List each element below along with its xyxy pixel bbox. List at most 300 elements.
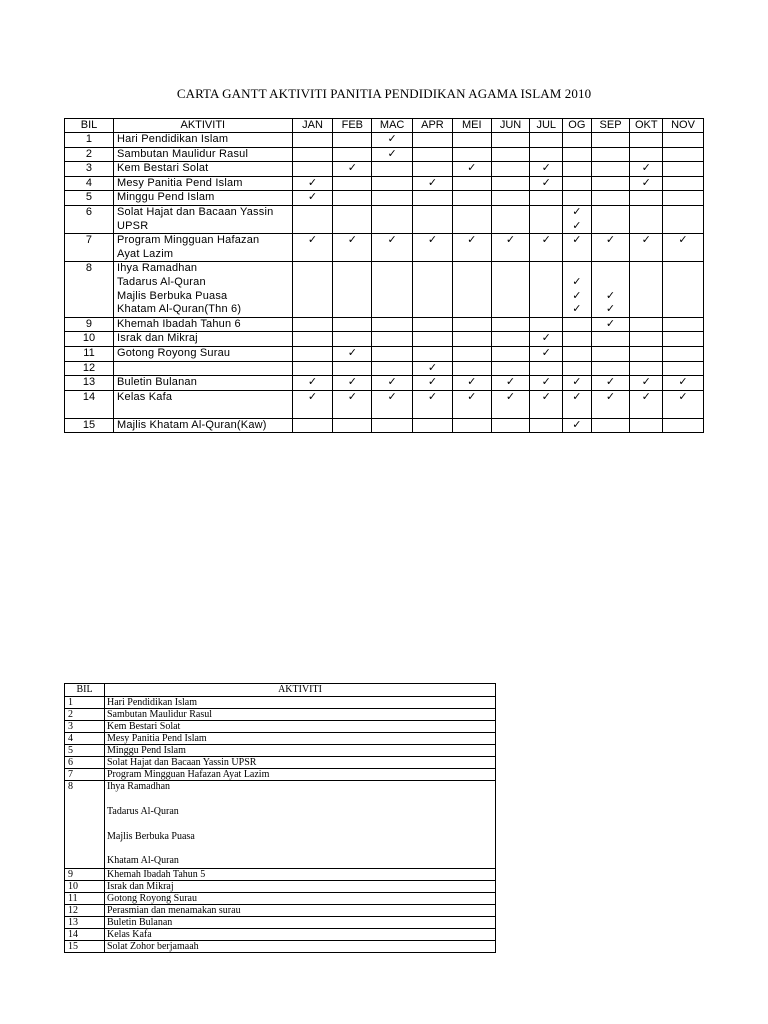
empty-mark xyxy=(413,206,452,220)
month-cell xyxy=(530,262,563,317)
gantt-row xyxy=(65,361,704,376)
empty-mark xyxy=(492,419,530,433)
activity-cell xyxy=(113,147,292,162)
activity-cell xyxy=(113,317,292,332)
month-cell xyxy=(491,176,530,191)
empty-mark xyxy=(592,206,630,220)
empty-mark xyxy=(333,148,371,162)
empty-mark xyxy=(413,191,452,205)
activity-cell: Israk dan Mikraj xyxy=(105,880,496,892)
check-mark: ✓ xyxy=(427,234,438,247)
check-mark: ✓ xyxy=(307,376,318,389)
empty-mark xyxy=(413,332,452,346)
activity-line: Israk dan Mikraj xyxy=(116,332,198,345)
month-cell xyxy=(292,133,333,148)
month-cell xyxy=(452,390,491,418)
empty-mark xyxy=(592,332,630,346)
month-cell xyxy=(372,346,413,361)
month-cell xyxy=(663,332,704,347)
empty-mark xyxy=(413,318,452,332)
month-cell xyxy=(333,234,372,262)
activity-line: Majlis Berbuka Puasa xyxy=(107,830,195,842)
empty-mark xyxy=(530,133,562,147)
gantt-row xyxy=(65,191,704,206)
empty-mark xyxy=(333,332,371,346)
month-cell xyxy=(413,147,453,162)
gantt-header-cell: AKTIVITI xyxy=(113,119,292,133)
empty-mark xyxy=(663,303,703,317)
check-mark: ✓ xyxy=(427,361,438,374)
empty-mark xyxy=(333,290,371,304)
empty-mark xyxy=(492,206,530,220)
list-row xyxy=(65,904,496,916)
empty-mark xyxy=(293,262,333,276)
gantt-row xyxy=(65,262,704,317)
empty-mark xyxy=(333,318,371,332)
empty-mark xyxy=(663,276,703,290)
activity-cell xyxy=(113,162,292,177)
empty-mark xyxy=(492,248,530,262)
activity-cell: Perasmian dan menamakan surau xyxy=(105,904,496,916)
month-cell xyxy=(372,317,413,332)
page-title: CARTA GANTT AKTIVITI PANITIA PENDIDIKAN AGAMA ISLAM 2010 xyxy=(176,86,592,101)
empty-mark xyxy=(453,318,491,332)
empty-mark xyxy=(372,262,412,276)
month-cell xyxy=(452,418,491,433)
month-cell xyxy=(530,418,563,433)
activity-line: Hari Pendidikan Islam xyxy=(116,133,229,145)
month-cell xyxy=(591,191,630,206)
empty-mark xyxy=(333,248,371,262)
month-cell xyxy=(452,147,491,162)
empty-mark xyxy=(333,133,371,147)
empty-mark xyxy=(492,177,530,191)
empty-mark xyxy=(453,332,491,346)
month-cell xyxy=(292,346,333,361)
month-cell xyxy=(292,390,333,418)
activity-line xyxy=(107,818,495,830)
check-mark: ✓ xyxy=(572,390,582,403)
check-mark: ✓ xyxy=(541,162,551,175)
check-mark: ✓ xyxy=(641,176,651,189)
check-mark: ✓ xyxy=(427,176,438,189)
row-number: 7 xyxy=(65,234,114,262)
activity-cell: Mesy Panitia Pend Islam xyxy=(105,733,496,745)
check-mark: ✓ xyxy=(387,234,397,247)
gantt-header-cell: JUL xyxy=(530,119,563,133)
month-cell xyxy=(413,346,453,361)
check-mark: ✓ xyxy=(307,176,318,189)
month-cell xyxy=(372,418,413,433)
empty-mark xyxy=(592,162,630,176)
row-number: 11 xyxy=(65,892,105,904)
activity-line: Tadarus Al-Quran xyxy=(107,805,179,817)
activity-line: Khemah Ibadah Tahun 6 xyxy=(116,317,241,330)
month-cell xyxy=(413,332,453,347)
empty-mark xyxy=(333,404,371,418)
month-cell xyxy=(491,332,530,347)
check-mark: ✓ xyxy=(605,390,616,403)
list-header-cell: AKTIVITI xyxy=(105,684,496,697)
month-cell xyxy=(530,176,563,191)
empty-mark xyxy=(530,362,562,376)
empty-mark xyxy=(413,133,452,147)
month-cell xyxy=(663,205,704,233)
gantt-row xyxy=(65,376,704,391)
month-cell xyxy=(333,332,372,347)
empty-mark xyxy=(333,206,371,220)
empty-mark xyxy=(592,248,630,262)
row-number: 13 xyxy=(65,376,114,391)
empty-mark xyxy=(663,262,703,276)
check-mark: ✓ xyxy=(505,376,516,389)
check-mark: ✓ xyxy=(387,133,397,145)
month-cell xyxy=(413,176,453,191)
month-cell xyxy=(663,234,704,262)
month-cell xyxy=(292,234,333,262)
gantt-header-cell: MEI xyxy=(452,119,491,133)
check-mark: ✓ xyxy=(467,390,477,403)
month-cell xyxy=(563,317,592,332)
empty-mark xyxy=(492,262,530,276)
month-cell xyxy=(563,390,592,418)
activity-line: Mesy Panitia Pend Islam xyxy=(116,176,243,189)
empty-mark xyxy=(630,332,662,346)
empty-mark xyxy=(293,332,333,346)
activity-line: Khatam Al-Quran xyxy=(107,855,179,867)
month-cell xyxy=(563,234,592,262)
empty-mark xyxy=(563,318,591,332)
empty-mark xyxy=(630,220,662,234)
activity-line: Solat Hajat dan Bacaan Yassin xyxy=(116,205,274,218)
month-cell xyxy=(591,147,630,162)
month-cell xyxy=(491,346,530,361)
empty-mark xyxy=(592,347,630,361)
row-number: 8 xyxy=(65,262,114,317)
check-mark: ✓ xyxy=(572,205,582,218)
check-mark: ✓ xyxy=(641,162,651,175)
gantt-header-cell: OG xyxy=(563,119,592,133)
empty-mark xyxy=(492,220,530,234)
empty-mark xyxy=(453,362,491,376)
empty-mark xyxy=(492,404,530,418)
activity-line: Ayat Lazim xyxy=(116,247,174,260)
month-cell xyxy=(292,162,333,177)
list-row xyxy=(65,697,496,709)
empty-mark xyxy=(453,191,491,205)
row-number: 1 xyxy=(65,697,105,709)
empty-mark xyxy=(413,303,452,317)
month-cell xyxy=(452,346,491,361)
empty-mark xyxy=(530,262,562,276)
list-row xyxy=(65,928,496,940)
month-cell xyxy=(333,176,372,191)
activity-cell xyxy=(105,781,496,869)
check-mark: ✓ xyxy=(605,234,616,247)
month-cell xyxy=(372,205,413,233)
month-cell xyxy=(663,191,704,206)
empty-mark xyxy=(530,276,562,290)
month-cell xyxy=(563,191,592,206)
gantt-header-cell: MAC xyxy=(372,119,413,133)
activity-cell: Solat Hajat dan Bacaan Yassin UPSR xyxy=(105,757,496,769)
list-row xyxy=(65,880,496,892)
empty-mark xyxy=(492,290,530,304)
empty-mark xyxy=(663,332,703,346)
row-number: 8 xyxy=(65,781,105,869)
month-cell xyxy=(530,133,563,148)
activity-line: Buletin Bulanan xyxy=(116,376,198,389)
empty-mark xyxy=(592,276,630,290)
empty-mark xyxy=(630,404,662,418)
empty-mark xyxy=(293,290,333,304)
empty-mark xyxy=(630,276,662,290)
check-mark: ✓ xyxy=(605,376,616,389)
month-cell xyxy=(292,205,333,233)
month-cell xyxy=(491,317,530,332)
activity-line: Gotong Royong Surau xyxy=(116,346,231,359)
empty-mark xyxy=(663,404,703,418)
empty-mark xyxy=(663,162,703,176)
empty-mark xyxy=(530,419,562,433)
month-cell xyxy=(563,162,592,177)
check-mark: ✓ xyxy=(307,234,318,247)
month-cell xyxy=(563,346,592,361)
gantt-row xyxy=(65,418,704,433)
activity-cell xyxy=(113,176,292,191)
activity-line xyxy=(107,793,495,805)
empty-mark xyxy=(453,133,491,147)
activity-cell: Kelas Kafa xyxy=(105,928,496,940)
activity-cell: Khemah Ibadah Tahun 5 xyxy=(105,868,496,880)
month-cell xyxy=(452,234,491,262)
check-mark: ✓ xyxy=(541,234,551,247)
month-cell xyxy=(372,361,413,376)
empty-mark xyxy=(372,332,412,346)
empty-mark xyxy=(413,290,452,304)
month-cell xyxy=(333,317,372,332)
check-mark: ✓ xyxy=(572,289,582,302)
check-mark: ✓ xyxy=(307,390,318,403)
month-cell xyxy=(591,133,630,148)
gantt-row xyxy=(65,133,704,148)
check-mark: ✓ xyxy=(641,234,651,247)
row-number: 6 xyxy=(65,757,105,769)
row-number: 9 xyxy=(65,868,105,880)
month-cell xyxy=(630,162,663,177)
empty-mark xyxy=(592,220,630,234)
empty-mark xyxy=(413,347,452,361)
month-cell xyxy=(413,191,453,206)
empty-mark xyxy=(592,419,630,433)
empty-mark xyxy=(630,133,662,147)
empty-mark xyxy=(563,191,591,205)
list-header-row xyxy=(65,684,496,697)
month-cell xyxy=(491,205,530,233)
activity-line: Minggu Pend Islam xyxy=(116,191,215,204)
empty-mark xyxy=(630,148,662,162)
activity-cell xyxy=(113,376,292,391)
empty-mark xyxy=(592,362,630,376)
month-cell xyxy=(413,376,453,391)
month-cell xyxy=(591,332,630,347)
empty-mark xyxy=(333,303,371,317)
month-cell xyxy=(452,191,491,206)
row-number: 6 xyxy=(65,205,114,233)
gantt-row xyxy=(65,234,704,262)
month-cell xyxy=(563,133,592,148)
list-row xyxy=(65,769,496,781)
month-cell xyxy=(663,317,704,332)
empty-mark xyxy=(663,177,703,191)
check-mark: ✓ xyxy=(605,317,616,330)
empty-mark xyxy=(663,191,703,205)
month-cell xyxy=(591,390,630,418)
list-row xyxy=(65,892,496,904)
activity-cell xyxy=(113,262,292,317)
activity-line xyxy=(117,404,292,418)
empty-mark xyxy=(492,191,530,205)
empty-mark xyxy=(333,177,371,191)
activity-cell xyxy=(113,234,292,262)
empty-mark xyxy=(492,332,530,346)
empty-mark xyxy=(563,133,591,147)
activity-line xyxy=(117,362,292,376)
activity-line: Majlis Berbuka Puasa xyxy=(116,289,228,302)
empty-mark xyxy=(293,404,333,418)
check-mark: ✓ xyxy=(541,390,551,403)
activity-cell: Solat Zohor berjamaah xyxy=(105,940,496,952)
empty-mark xyxy=(453,206,491,220)
check-mark: ✓ xyxy=(678,376,688,389)
empty-mark xyxy=(492,318,530,332)
empty-mark xyxy=(492,133,530,147)
month-cell xyxy=(491,162,530,177)
month-cell xyxy=(563,176,592,191)
month-cell xyxy=(372,390,413,418)
month-cell xyxy=(663,418,704,433)
check-mark: ✓ xyxy=(572,376,582,389)
gantt-row xyxy=(65,176,704,191)
month-cell xyxy=(630,390,663,418)
month-cell xyxy=(333,361,372,376)
month-cell xyxy=(591,205,630,233)
month-cell xyxy=(563,332,592,347)
empty-mark xyxy=(492,162,530,176)
row-number: 11 xyxy=(65,346,114,361)
empty-mark xyxy=(333,220,371,234)
empty-mark xyxy=(592,262,630,276)
check-mark: ✓ xyxy=(678,234,688,247)
month-cell xyxy=(292,332,333,347)
check-mark: ✓ xyxy=(541,176,551,189)
empty-mark xyxy=(372,220,412,234)
month-cell xyxy=(630,176,663,191)
empty-mark xyxy=(453,347,491,361)
row-number: 10 xyxy=(65,880,105,892)
month-cell xyxy=(292,176,333,191)
month-cell xyxy=(530,234,563,262)
check-mark: ✓ xyxy=(347,346,357,359)
month-cell xyxy=(663,361,704,376)
activity-cell xyxy=(113,191,292,206)
empty-mark xyxy=(663,148,703,162)
empty-mark xyxy=(293,133,333,147)
month-cell xyxy=(452,262,491,317)
gantt-header-cell: SEP xyxy=(591,119,630,133)
list-row xyxy=(65,733,496,745)
row-number: 3 xyxy=(65,162,114,177)
empty-mark xyxy=(453,148,491,162)
month-cell xyxy=(333,262,372,317)
empty-mark xyxy=(372,419,412,433)
month-cell xyxy=(591,418,630,433)
empty-mark xyxy=(663,419,703,433)
month-cell xyxy=(491,262,530,317)
empty-mark xyxy=(530,248,562,262)
activity-list-table xyxy=(64,683,496,953)
month-cell xyxy=(413,162,453,177)
month-cell xyxy=(452,361,491,376)
empty-mark xyxy=(372,362,412,376)
month-cell xyxy=(563,361,592,376)
month-cell xyxy=(630,262,663,317)
month-cell xyxy=(372,234,413,262)
month-cell xyxy=(530,147,563,162)
activity-line: Majlis Khatam Al-Quran(Kaw) xyxy=(116,418,267,431)
month-cell xyxy=(530,332,563,347)
gantt-row xyxy=(65,317,704,332)
check-mark: ✓ xyxy=(572,303,582,316)
month-cell xyxy=(491,133,530,148)
month-cell xyxy=(452,205,491,233)
empty-mark xyxy=(630,290,662,304)
activity-cell: Hari Pendidikan Islam xyxy=(105,697,496,709)
month-cell xyxy=(333,191,372,206)
empty-mark xyxy=(492,347,530,361)
month-cell xyxy=(491,147,530,162)
check-mark: ✓ xyxy=(467,162,477,175)
empty-mark xyxy=(663,362,703,376)
empty-mark xyxy=(293,206,333,220)
list-row xyxy=(65,868,496,880)
month-cell xyxy=(333,162,372,177)
empty-mark xyxy=(293,318,333,332)
activity-line: Khatam Al-Quran(Thn 6) xyxy=(116,303,242,316)
empty-mark xyxy=(333,362,371,376)
activity-cell xyxy=(113,346,292,361)
month-cell xyxy=(630,133,663,148)
activity-cell xyxy=(113,332,292,347)
month-cell xyxy=(452,176,491,191)
check-mark: ✓ xyxy=(572,275,582,288)
month-cell xyxy=(292,191,333,206)
month-cell xyxy=(591,317,630,332)
month-cell xyxy=(372,376,413,391)
row-number: 14 xyxy=(65,928,105,940)
activity-line: Sambutan Maulidur Rasul xyxy=(116,147,249,160)
check-mark: ✓ xyxy=(347,376,357,389)
empty-mark xyxy=(372,206,412,220)
empty-mark xyxy=(663,206,703,220)
month-cell xyxy=(630,418,663,433)
empty-mark xyxy=(563,347,591,361)
empty-mark xyxy=(630,206,662,220)
month-cell xyxy=(563,262,592,317)
month-cell xyxy=(663,133,704,148)
month-cell xyxy=(413,133,453,148)
empty-mark xyxy=(372,290,412,304)
